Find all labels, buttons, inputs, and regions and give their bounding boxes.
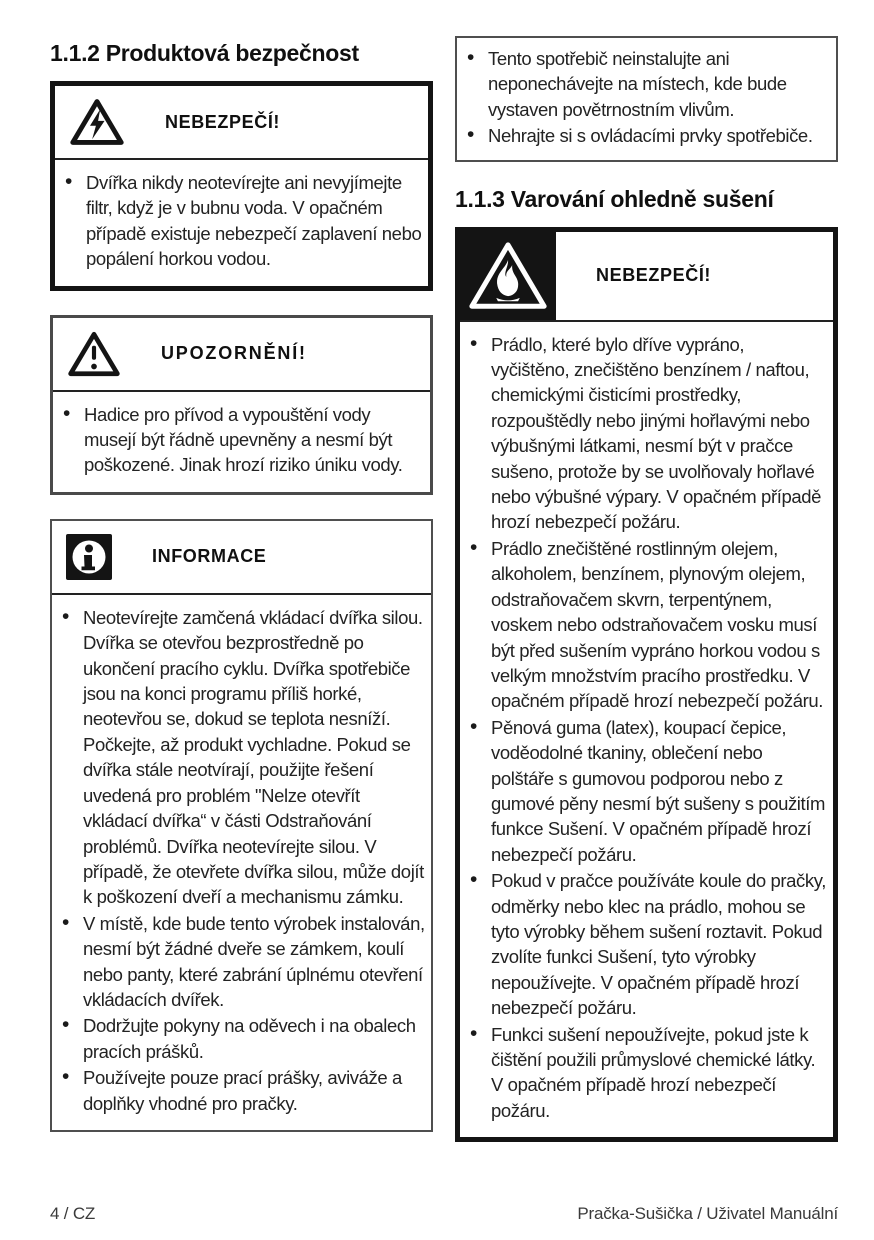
information-box-header (52, 521, 431, 595)
danger-drying-bullet-list (460, 322, 833, 1138)
warning-triangle-icon (67, 330, 121, 378)
bullet-item: • Prádlo znečištěné rostlinným olejem, alkoholem, benzínem, plynovým olejem, odstraňovačem skvrn, terpentýnem, voskem nebo odstraňovačem vosku musí být před sušením vypráno horkou vodou s velkým množstvím pracího prostředku. V opačném případě hrozí nebezpečí požáru. (464, 536, 827, 714)
left-column (50, 30, 433, 1166)
bullet-item: • Pěnová guma (latex), koupací čepice, voděodolné tkaniny, oblečení nebo polštáře s gumovou podporou nebo z gumové pěny nesmí být sušeny s použitím funkce Sušení. V opačném případě hrozí nebezpečí požáru. (464, 715, 827, 867)
danger-box-header (55, 86, 428, 160)
bullet-item: • Hadice pro přívod a vypouštění vody musejí být řádně upevněny a nesmí být poškozené. Jinak hrozí riziko úniku vody. (57, 402, 424, 478)
plain-notes-bullet-list (457, 38, 836, 160)
danger-box-drying (455, 227, 838, 1143)
caution-box-bullet-list (53, 392, 430, 492)
bullet-item: • Funkci sušení nepoužívejte, pokud jste k čištění použili průmyslové chemické látky. V opačném případě hrozí nebezpečí požáru. (464, 1022, 827, 1124)
information-box-title: INFORMACE (152, 546, 267, 567)
right-column (455, 30, 838, 1166)
bullet-item: • Nehrajte si s ovládacími prvky spotřebiče. (461, 123, 830, 148)
page-footer (50, 1204, 838, 1224)
document-title: Pračka-Sušička / Uživatel Manuální (577, 1204, 838, 1223)
section-heading-product-safety: 1.1.2 Produktová bezpečnost (50, 40, 359, 66)
danger-box-product-safety (50, 81, 433, 291)
danger-box-bullet-list (55, 160, 428, 286)
information-box-bullet-list (52, 595, 431, 1130)
caution-box-title: UPOZORNĚNÍ! (161, 343, 307, 364)
high-voltage-icon (69, 97, 125, 147)
flammable-icon (460, 232, 556, 320)
plain-notes-box (455, 36, 838, 162)
bullet-item: • Dodržujte pokyny na oděvech i na obalech pracích prášků. (56, 1013, 425, 1064)
caution-box-hoses (50, 315, 433, 495)
bullet-item: • Neotevírejte zamčená vkládací dvířka silou. Dvířka se otevřou bezprostředně po ukončení pracího cyklu. Dvířka spotřebiče jsou na konci programu příliš horké, neotevřou se, dokud se teplota nesníží. Počkejte, až produkt vychladne. Pokud se dvířka stále neotvírají, použijte řešení uvedená pro problém "Nelze otevřít vkládací dvířka“ v části Odstraňování problémů. Dvířka neotevírejte silou. V případě, že otevřete dvířka silou, může dojít k poškození dveří a mechanismu zámku. (56, 605, 425, 910)
bullet-item: • Pokud v pračce používáte koule do pračky, odměrky nebo klec na prádlo, mohou se tyto výrobky během sušení roztavit. Pokud zvolíte funkci Sušení, tyto výrobky nepoužívejte. V opačném případě hrozí nebezpečí požáru. (464, 868, 827, 1020)
danger-drying-header (460, 232, 833, 322)
page-number: 4 / CZ (50, 1204, 96, 1223)
section-heading-drying-warnings: 1.1.3 Varování ohledně sušení (455, 185, 774, 212)
bullet-item: • Dvířka nikdy neotevírejte ani nevyjímejte filtr, když je v bubnu voda. V opačném případě existuje nebezpečí zaplavení nebo popálení horkou vodou. (59, 170, 422, 272)
bullet-item: • Tento spotřebič neinstalujte ani neponechávejte na místech, kde bude vystaven povětrnostním vlivům. (461, 46, 830, 122)
bullet-item: • V místě, kde bude tento výrobek instalován, nesmí být žádné dveře se zámkem, koulí nebo panty, které zabrání úplnému otevření vkládacích dvířek. (56, 911, 425, 1013)
information-box (50, 519, 433, 1132)
danger-drying-title: NEBEZPEČÍ! (596, 265, 712, 286)
bullet-item: • Prádlo, které bylo dříve vypráno, vyčištěno, znečištěno benzínem / naftou, chemickými čisticími prostředky, rozpouštědly nebo jinými hořlavými nebo výbušnými látkami, nesmí být v pračce sušeno, protože by se uvolňovaly hořlavé nebo výbušné výpary. V opačném případě hrozí nebezpečí požáru. (464, 332, 827, 535)
caution-box-header (53, 318, 430, 392)
information-icon (66, 534, 112, 580)
danger-box-title: NEBEZPEČÍ! (165, 111, 281, 132)
bullet-item: • Používejte pouze prací prášky, aviváže a doplňky vhodné pro pračky. (56, 1065, 425, 1116)
